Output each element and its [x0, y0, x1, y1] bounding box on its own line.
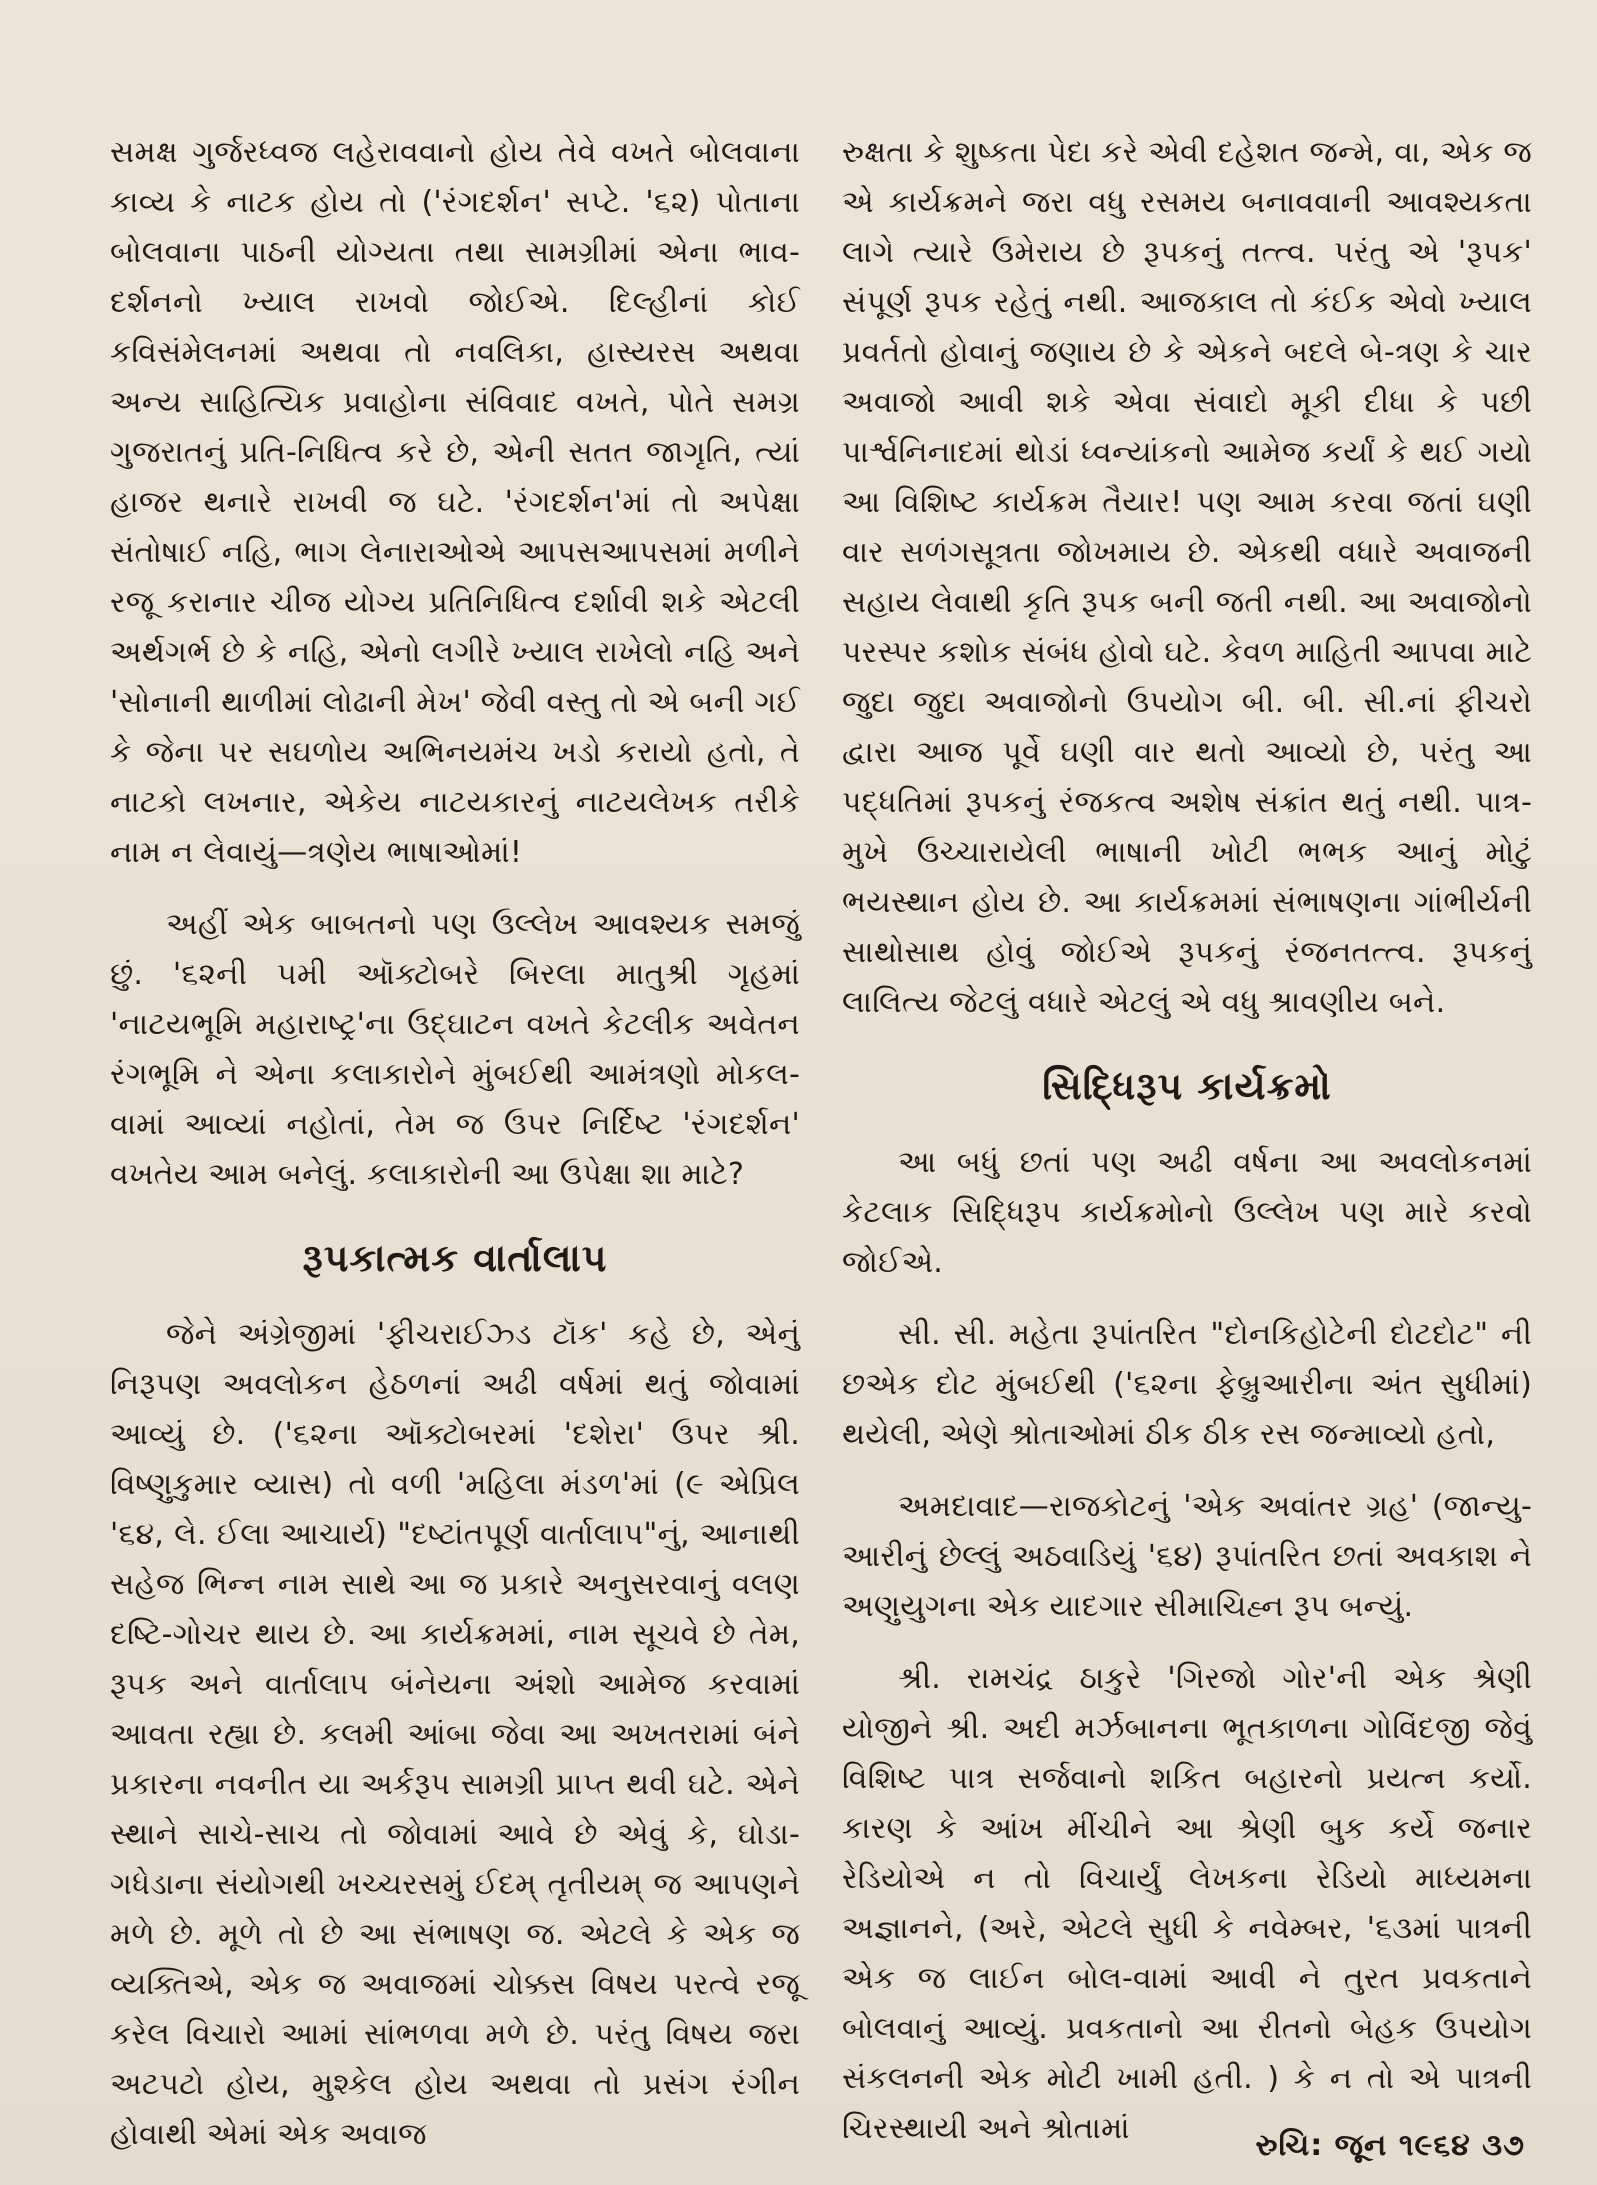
left-paragraph-3: જેને અંગ્રેજીમાં 'ફીચરાઈઝ્ડ ટૉક' કહે છે, એનું નિરૂપણ અવલોકન હેઠળનાં અઢી વર્ષમાં થતું જોવામાં આવ્યું છે. ('૬૨ના ઑક્ટોબરમાં 'દશેરા' ઉપર શ્રી. વિષ્ણુકુમાર વ્યાસ) તો વળી 'મહિલા મંડળ'માં (૯ એપ્રિલ '૬૪, લે. ઈલા આચાર્ય) "દષ્ટાંતપૂર્ણ વાર્તાલાપ"નું, આનાથી સહેજ ભિન્ન નામ સાથે આ જ પ્રકારે અનુસરવાનું વલણ દષ્ટિ-ગોચર થાય છે. આ કાર્યક્રમમાં, નામ સૂચવે છે તેમ, રૂપક અને વાર્તાલાપ બંનેયના અંશો આમેજ કરવામાં આવતા રહ્યા છે. કલમી આંબા જેવા આ અખતરામાં બંને પ્રકારના નવનીત યા અર્કરૂપ સામગ્રી પ્રાપ્ત થવી ઘટે. એને સ્થાને સાચે-સાચ તો જોવામાં આવે છે એવું કે, ઘોડા-ગધેડાના સંયોગથી ખચ્ચરસમું ઈદમ્ તૃતીયમ્ જ આપણને મળે છે. મૂળે તો છે આ સંભાષણ જ. એટલે કે એક જ વ્યક્તિએ, એક જ અવાજમાં ચોક્કસ વિષય પરત્વે રજૂ કરેલ વિચારો આમાં સાંભળવા મળે છે. પરંતુ વિષય જરા અટપટો હોય, મુશ્કેલ હોય અથવા તો પ્રસંગ રંગીન હોવાથી એમાં એક અવાજ — [110, 1317, 800, 2152]
right-column — [842, 128, 1532, 2170]
page-footer: રુચિ: જૂન ૧૯૬૪ ૩૭ — [1255, 2128, 1525, 2163]
section-heading-rupakatmak: રૂપકાત્મક વાર્તાલાપ — [302, 1236, 608, 1280]
left-column — [110, 128, 800, 2176]
left-paragraph-2: અહીં એક બાબતનો પણ ઉલ્લેખ આવશ્યક સમજું છું. '૬૨ની ૫મી ઑક્ટોબરે બિરલા માતુશ્રી ગૃહમાં 'નાટયભૂમિ મહારાષ્ટ્ર'ના ઉદ્‌ઘાટન વખતે કેટલીક અવેતન રંગભૂમિ ને એના કલાકારોને મુંબઈથી આમંત્રણો મોકલ-વામાં આવ્યાં નહોતાં, તેમ જ ઉપર નિર્દિષ્ટ 'રંગદર્શન' વખતેય આમ બનેલું. કલાકારોની આ ઉપેક્ષા શા માટે? — [110, 907, 800, 1192]
left-paragraph-1: સમક્ષ ગુર્જરધ્વજ લહેરાવવાનો હોય તેવે વખતે બોલવાના કાવ્ય કે નાટક હોય તો ('રંગદર્શન' સપ્ટે. '૬૨) પોતાના બોલવાના પાઠની યોગ્યતા તથા સામગ્રીમાં એના ભાવ-દર્શનનો ખ્યાલ રાખવો જોઈએ. દિલ્હીનાં કોઈ કવિસંમેલનમાં અથવા તો નવલિકા, હાસ્યરસ અથવા અન્ય સાહિત્યિક પ્રવાહોના સંવિવાદ વખતે, પોતે સમગ્ર ગુજરાતનું પ્રતિ-નિધિત્વ કરે છે, એની સતત જાગૃતિ, ત્યાં હાજર થનારે રાખવી જ ઘટે. 'રંગદર્શન'માં તો અપેક્ષા સંતોષાઈ નહિ, ભાગ લેનારાઓએ આપસઆપસમાં મળીને રજૂ કરાનાર ચીજ યોગ્ય પ્રતિનિધિત્વ દર્શાવી શકે એટલી અર્થગર્ભ છે કે નહિ, એનો લગીરે ખ્યાલ રાખેલો નહિ અને 'સોનાની થાળીમાં લોઢાની મેખ' જેવી વસ્તુ તો એ બની ગઈ કે જેના પર સઘળોય અભિનયમંચ ખડો કરાયો હતો, તે નાટકો લખનાર, એકેય નાટયકારનું નાટયલેખક તરીકે નામ ન લેવાયું—ત્રણેય ભાષાઓમાં! — [110, 135, 800, 870]
right-paragraph-1: રુક્ષતા કે શુષ્કતા પેદા કરે એવી દહેશત જન્મે, વા, એક જ એ કાર્યક્રમને જરા વધુ રસમય બનાવવાની આવશ્યકતા લાગે ત્યારે ઉમેરાય છે રૂપકનું તત્ત્વ. પરંતુ એ 'રૂપક' સંપૂર્ણ રૂપક રહેતું નથી. આજકાલ તો કંઈક એવો ખ્યાલ પ્રવર્તતો હોવાનું જણાય છે કે એકને બદલે બે-ત્રણ કે ચાર અવાજો આવી શકે એવા સંવાદો મૂકી દીધા કે પછી પાર્શ્વનિનાદમાં થોડાં ધ્વન્યાંકનો આમેજ કર્યાં કે થઈ ગયો આ વિશિષ્ટ કાર્યક્રમ તૈયાર! પણ આમ કરવા જતાં ઘણી વાર સળંગસૂત્રતા જોખમાય છે. એકથી વધારે અવાજની સહાય લેવાથી કૃતિ રૂપક બની જતી નથી. આ અવાજોનો પરસ્પર કશોક સંબંધ હોવો ઘટે. કેવળ માહિતી આપવા માટે જુદા જુદા અવાજોનો ઉપયોગ બી. બી. સી.નાં ફીચરો દ્વારા આજ પૂર્વે ઘણી વાર થતો આવ્યો છે, પરંતુ આ પદ્ધતિમાં રૂપકનું રંજકત્વ અશેષ સંક્રાંત થતું નથી. પાત્ર-મુખે ઉચ્ચારાયેલી ભાષાની ખોટી ભભક આનું મોટું ભયસ્થાન હોય છે. આ કાર્યક્રમમાં સંભાષણના ગાંભીર્યની સાથોસાથ હોવું જોઈએ રૂપકનું રંજનતત્ત્વ. રૂપકનું લાલિત્ય જેટલું વધારે એટલું એ વધુ શ્રાવણીય બને. — [842, 135, 1532, 1020]
section-heading-siddhirup: સિદ્ધિરૂપ કાર્યક્રમો — [1042, 1064, 1332, 1108]
right-paragraph-4: અમદાવાદ—રાજકોટનું 'એક અવાંતર ગ્રહ' (જાન્યુ-આરીનું છેલ્લું અઠવાડિયું '૬૪) રૂપાંતરિત છતાં અવકાશ ને અણુયુગના એક યાદગાર સીમાચિહ્ન રૂપ બન્યું. — [842, 1489, 1532, 1624]
right-paragraph-3: સી. સી. મહેતા રૂપાંતરિત "દોનકિહોટેની દોટદોટ" ની છએક દોટ મુંબઈથી ('૬૨ના ફેબ્રુઆરીના અંત સુધીમાં) થયેલી, એણે શ્રોતાઓમાં ઠીક ઠીક રસ જન્માવ્યો હતો, — [842, 1317, 1532, 1452]
right-paragraph-5: શ્રી. રામચંદ્ર ઠાકુરે 'ગિરજો ગોર'ની એક શ્રેણી યોજીને શ્રી. અદી મર્ઝબાનના ભૂતકાળના ગોવિંદજી જેવું વિશિષ્ટ પાત્ર સર્જવાનો શકિત બહારનો પ્રયત્ન કર્યો. કારણ કે આંખ મીંચીને આ શ્રેણી બુક કર્યે જનાર રેડિયોએ ન તો વિચાર્યું લેખકના રેડિયો માધ્યમના અજ્ઞાનને, (અરે, એટલે સુધી કે નવેમ્બર, '૬૩માં પાત્રની એક જ લાઈન બોલ-વામાં આવી ને તુરત પ્રવકતાને બોલવાનું આવ્યું. પ્રવકતાનો આ રીતનો બેહક ઉપયોગ સંકલનની એક મોટી ખામી હતી. ) કે ન તો એ પાત્રની ચિરસ્થાયી અને શ્રોતામાં — [842, 1661, 1532, 2146]
right-paragraph-2: આ બધું છતાં પણ અઢી વર્ષના આ અવલોકનમાં કેટલાક સિદ્ધિરૂપ કાર્યક્રમોનો ઉલ્લેખ પણ મારે કરવો જોઈએ. — [842, 1145, 1532, 1280]
